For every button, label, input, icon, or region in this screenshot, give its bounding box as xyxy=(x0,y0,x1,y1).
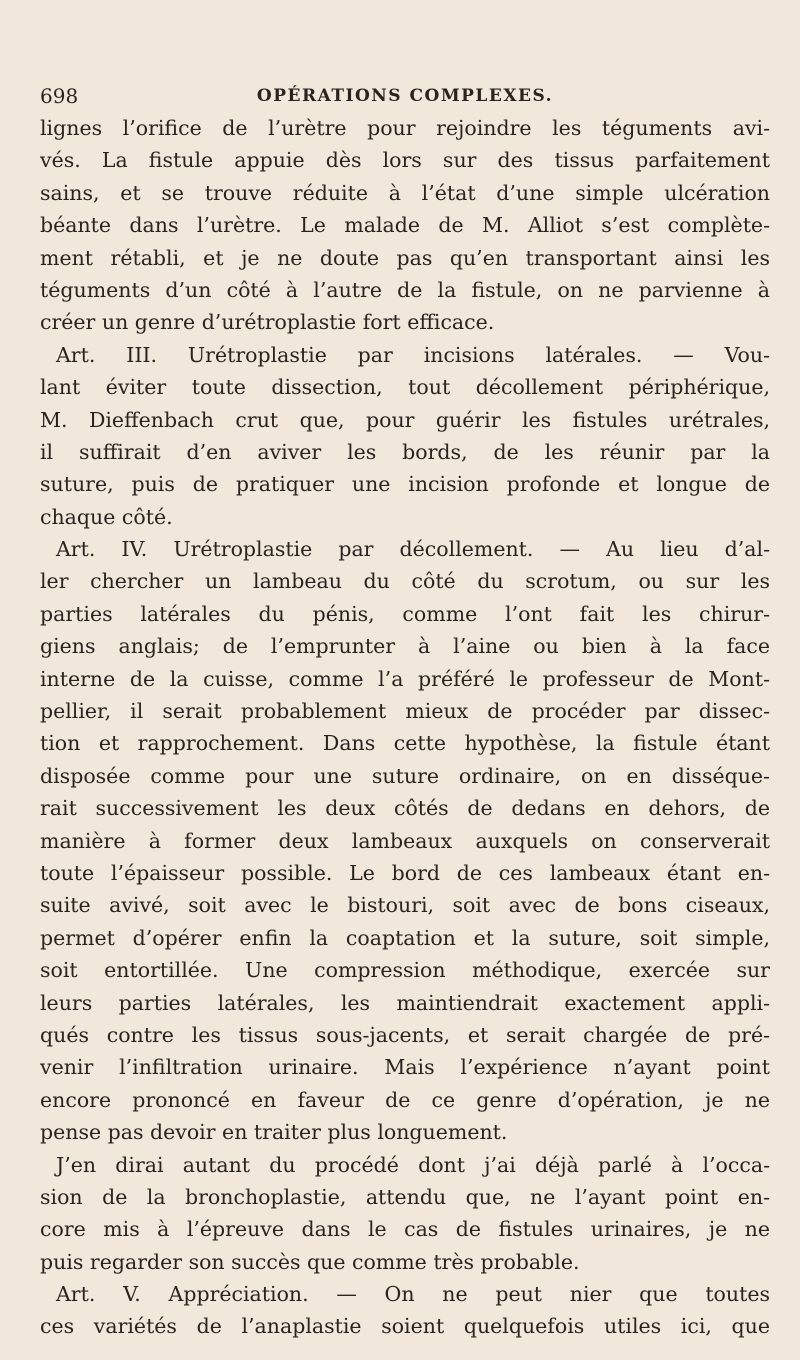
text-line: sains, et se trouve réduite à l’état d’une simple ulcération xyxy=(40,180,770,205)
text-line: téguments d’un côté à l’autre de la fistule, on ne parvienne à xyxy=(40,277,770,302)
text-line: ment rétabli, et je ne doute pas qu’en transportant ainsi les xyxy=(40,245,770,270)
text-line: ler chercher un lambeau du côté du scrotum, ou sur les xyxy=(40,569,770,594)
text-line: leurs parties latérales, les maintiendrait exactement appli- xyxy=(40,990,770,1015)
text-line: sion de la bronchoplastie, attendu que, ne l’ayant point en- xyxy=(40,1184,770,1209)
text-line: ces variétés de l’anaplastie soient quelquefois utiles ici, que xyxy=(40,1314,770,1339)
text-line: J’en dirai autant du procédé dont j’ai déjà parlé à l’occa- xyxy=(56,1152,770,1177)
text-line: permet d’opérer enfin la coaptation et la suture, soit simple, xyxy=(40,925,770,950)
text-line: pense pas devoir en traiter plus longuement. xyxy=(40,1120,508,1145)
text-line: venir l’infiltration urinaire. Mais l’expérience n’ayant point xyxy=(40,1055,770,1080)
text-line: vés. La fistule appuie dès lors sur des tissus parfaitement xyxy=(40,148,770,173)
page-header xyxy=(40,84,770,110)
running-title: OPÉRATIONS COMPLEXES. xyxy=(256,86,554,106)
text-line: rait successivement les deux côtés de dedans en dehors, de xyxy=(40,796,770,821)
text-line: manière à former deux lambeaux auxquels on conserverait xyxy=(40,828,770,853)
text-line: chaque côté. xyxy=(40,504,173,529)
text-line: encore prononcé en faveur de ce genre d’opération, je ne xyxy=(40,1087,770,1112)
text-line: M. Dieffenbach crut que, pour guérir les fistules urétrales, xyxy=(40,407,770,432)
text-line: qués contre les tissus sous-jacents, et serait chargée de pré- xyxy=(40,1022,770,1047)
text-line: béante dans l’urètre. Le malade de M. Alliot s’est complète- xyxy=(40,213,770,238)
text-line: Art. V. Appréciation. — On ne peut nier que toutes xyxy=(56,1282,770,1307)
text-line: toute l’épaisseur possible. Le bord de ces lambeaux étant en- xyxy=(40,860,770,885)
text-line: Art. IV. Urétroplastie par décollement. — Au lieu d’al- xyxy=(56,537,770,562)
text-line: pellier, il serait probablement mieux de procéder par dissec- xyxy=(40,699,770,724)
text-line: suture, puis de pratiquer une incision profonde et longue de xyxy=(40,472,770,497)
text-line: tion et rapprochement. Dans cette hypothèse, la fistule étant xyxy=(40,731,770,756)
text-line: puis regarder son succès que comme très probable. xyxy=(40,1249,580,1274)
text-line: disposée comme pour une suture ordinaire, on en disséque- xyxy=(40,763,770,788)
text-line: créer un genre d’urétroplastie fort efficace. xyxy=(40,310,495,335)
text-line: core mis à l’épreuve dans le cas de fistules urinaires, je ne xyxy=(40,1217,770,1242)
body-text xyxy=(40,112,770,1343)
page-number: 698 xyxy=(40,84,79,108)
text-line: giens anglais; de l’emprunter à l’aine ou bien à la face xyxy=(40,634,770,659)
text-line: il suffirait d’en aviver les bords, de les réunir par la xyxy=(40,439,770,464)
text-line: interne de la cuisse, comme l’a préféré le professeur de Mont- xyxy=(40,666,770,691)
text-line: lignes l’orifice de l’urètre pour rejoindre les téguments avi- xyxy=(40,116,770,140)
text-line: Art. III. Urétroplastie par incisions latérales. — Vou- xyxy=(56,342,770,367)
text-line: soit entortillée. Une compression méthodique, exercée sur xyxy=(40,958,770,983)
text-line: lant éviter toute dissection, tout décollement périphérique, xyxy=(40,375,770,400)
text-line: suite avivé, soit avec le bistouri, soit avec de bons ciseaux, xyxy=(40,893,770,918)
text-line: parties latérales du pénis, comme l’ont fait les chirur- xyxy=(40,601,770,626)
